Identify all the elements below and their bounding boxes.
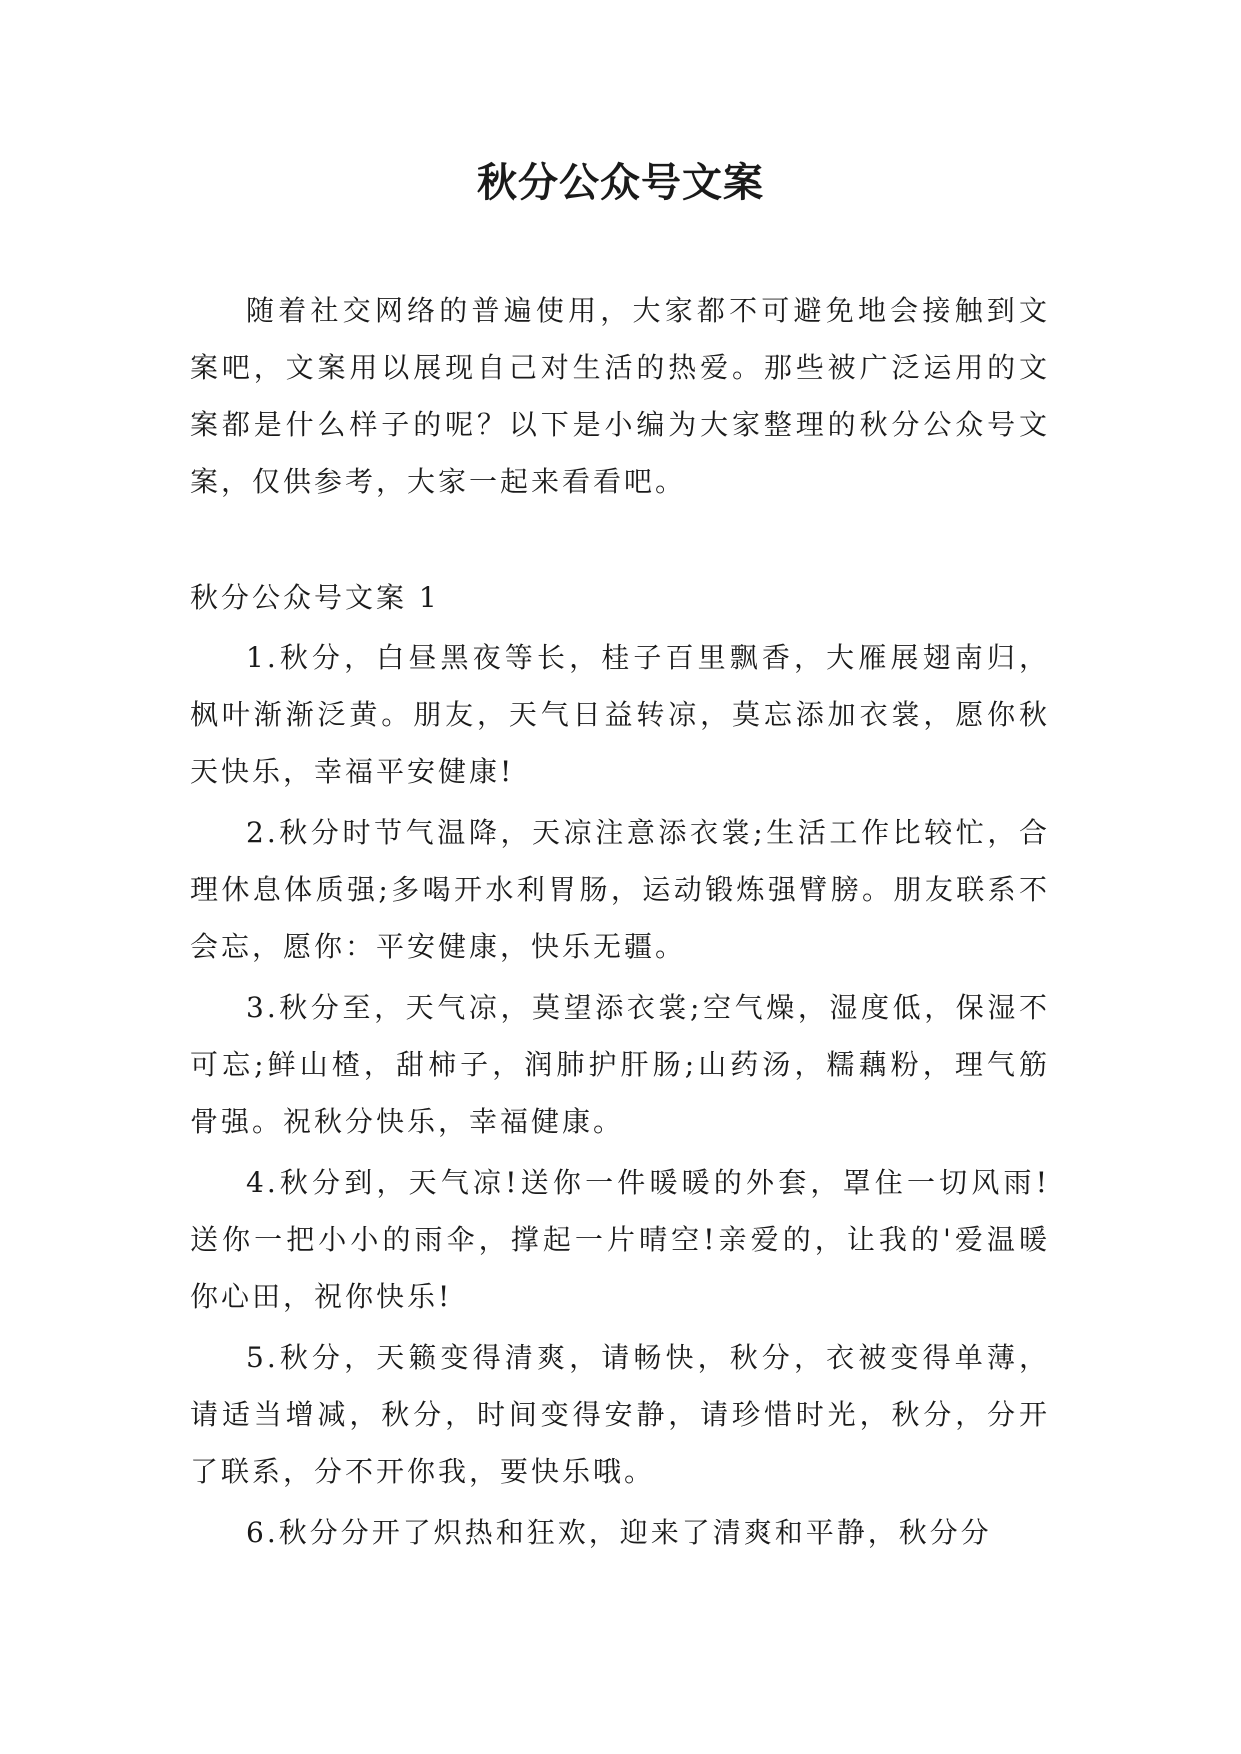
intro-paragraph: 随着社交网络的普遍使用，大家都不可避免地会接触到文案吧，文案用以展现自己对生活的热爱。那些被广泛运用的文案都是什么样子的呢？以下是小编为大家整理的秋分公众号文案，仅供参考，大家一起来看看吧。: [190, 294, 1050, 498]
list-item: 3.秋分至，天气凉，莫望添衣裳;空气燥，湿度低，保湿不可忘;鲜山楂，甜柿子，润肺护肝肠;山药汤，糯藕粉，理气筋骨强。祝秋分快乐，幸福健康。: [190, 991, 1050, 1138]
document-body: [190, 282, 1050, 1565]
list-item: 1.秋分，白昼黑夜等长，桂子百里飘香，大雁展翅南归，枫叶渐渐泛黄。朋友，天气日益转凉，莫忘添加衣裳，愿你秋天快乐，幸福平安健康!: [190, 641, 1050, 788]
list-item: 6.秋分分开了炽热和狂欢，迎来了清爽和平静，秋分分: [246, 1516, 992, 1549]
list-item: 5.秋分，天籁变得清爽，请畅快，秋分，衣被变得单薄，请适当增减，秋分，时间变得安静，请珍惜时光，秋分，分开了联系，分不开你我，要快乐哦。: [190, 1341, 1050, 1488]
list-item: 4.秋分到，天气凉!送你一件暖暖的外套，罩住一切风雨!送你一把小小的雨伞，撑起一片晴空!亲爱的，让我的'爱温暖你心田，祝你快乐!: [190, 1166, 1050, 1313]
document-title: 秋分公众号文案: [477, 159, 764, 206]
section-heading: 秋分公众号文案 1: [190, 581, 440, 614]
list-item: 2.秋分时节气温降，天凉注意添衣裳;生活工作比较忙，合理休息体质强;多喝开水利胃肠，运动锻炼强臂膀。朋友联系不会忘，愿你：平安健康，快乐无疆。: [190, 816, 1050, 963]
